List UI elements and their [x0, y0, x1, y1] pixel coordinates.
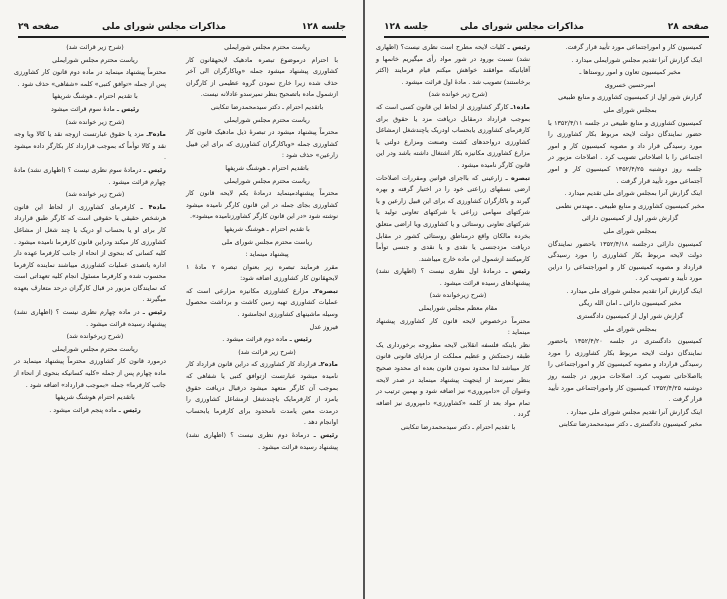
- right-page: [364, 0, 727, 599]
- paragraph: کمیسیون کار و اموراجتماعی مورد تأیید قرار گرفت.: [565, 43, 702, 51]
- column-right: [548, 42, 712, 432]
- paragraph: تبصره ـ زارعینی که بااجرای قوانین ومقررات اصلاحات ارضی نسقهای زراعتی خود را در اختیار گرفته و بهره گیرند و باکارگران کشاورزی که برای این قبیل زارعین و یا شرکتهای سهامی زراعی یا شرکتهای تعاونی تولید یا شرکتهای تعاونی روستائی و یا کشاورزی ویا اراضی متعلق بخرده مالکان واقع درمناطق روستائی کشور در مقابل دریافت مزدجنسی یا نقدی و یا نقدی و جنسی توأماً کارمیکنند ازشمول این ماده خارج میباشند.: [376, 173, 531, 263]
- speaker-label: تبصره ـ: [505, 173, 531, 182]
- paragraph: رئیس ـ ماده پنجم قرائت میشود .: [49, 405, 141, 414]
- header-title: مذاکرات مجلس شورای ملی: [459, 22, 584, 32]
- paragraph: (شرح زیر خوانده شد): [65, 190, 125, 199]
- paragraph: (شرح زیر خوانده شد): [428, 90, 488, 99]
- paragraph: محترماً درخصوص لایحه قانون کار کشاورزی پیشنهاد مینماید :: [376, 316, 530, 337]
- paragraph: با تقدیم احترام ـ هوشنگ شریفها: [224, 224, 310, 233]
- paragraph: ماده۴ ـ کارفرمای کشاورزی از لحاظ این قانون هرشخص حقیقی یا حقوقی است که کارگر طبق قرارداد کار برای او یا بحساب او دریک یا چند شغل از مشاغل کشاورزی کار میکند ودراین قانون کارفرما نامیده میشود . کلیه کسانی که بنحوی از انحاء از جانب کارفرما عهده دار اداره یاتصدی عملیات کشاورزی میباشند نماینده کارفرما محسوب شده و کارفرما مسئول انجام کلیه تعهداتی است که نمایندگان مزبور در قبال کارگران درحد متعارف بعهده میگیرند .: [14, 202, 166, 304]
- paragraph: پیشنهاد مینماید :: [245, 250, 289, 259]
- paragraph: بمجلس شورای ملی: [603, 105, 657, 114]
- speaker-label: ماده۴ ـ: [140, 202, 166, 211]
- speaker-label: رئیس ـ: [142, 308, 166, 317]
- paragraph: کمیسیون کشاورزی و منابع طبیعی در جلسه ۱۳۵۲/۴/۱۱ با حضور نمایندگان دولت لایحه مربوط بکار کشاورزی را مورد رسیدگی قرار داد و مصوبه کمیسیون کار و امور اجتماعی را با اصلاحاتی تصویب کرد . اصلاحات مزبور در جلسه روز دوشنبه ۱۳۵۲/۴/۲۵ کمیسیون کار و امور آجتماعی مورد تأیید قرار گرفت .: [548, 118, 702, 185]
- paragraph: مخبر کمیسیون کشاورزی و منابع طبیعی ـ مهندس نظمی: [555, 201, 705, 210]
- session-number: جلسه ۱۲۸: [301, 22, 346, 32]
- paragraph: با تقدیم احترام ـ هوشنگ شریفها: [52, 92, 138, 101]
- paragraph: درمورد قانون کار کشاورزی محترماً پیشنهاد مینماید در ماده چهارم پس از جمله «کلیه کسانیکه بنحوی از انحاء از جانب کارفرما» جمله «بموجب قرارداد» اضافه شود .: [14, 357, 166, 389]
- speaker-label: ماده۲ـ: [318, 360, 338, 369]
- speaker-label: رئیس ـ: [116, 104, 140, 113]
- paragraph: محترماً پیشنهاد میشود در تبصرهٔ ذیل مادهیک قانون کار کشاورزی جمله «وباکارگران کشاورزی که برای این قبیل زارعین» حذف شود :: [186, 128, 338, 160]
- paragraph: محترماً پیشنهاد مینماید در ماده دوم قانون کار کشاورزی پس از جمله «توافق کتبی» کلمه «شفاهی» حذف شود .: [14, 68, 166, 88]
- speaker-label: رئیس ـ: [118, 405, 141, 414]
- paragraph: بمجلس شورای ملی: [603, 324, 657, 333]
- paragraph: باتقدیم احترام ـ هوشنگ شریفها: [225, 163, 309, 172]
- paragraph: باتقدیم احترام هوشنگ شریفها: [55, 393, 135, 402]
- paragraph: مقرر فرمایند تبصره زیر بعنوان تبصره ۲ مادهٔ ۱ لایحهقانون کار کشاورزی اضافه شود:: [186, 262, 338, 283]
- paragraph: مقام معظم مجلس شورایملی: [418, 304, 498, 313]
- paragraph: ریاست محترم مجلس شورایملی: [224, 43, 310, 51]
- paragraph: (شرح زیرخوانده شد): [429, 291, 487, 300]
- paragraph: رئیس ـ ماده دوم قرائت میشود .: [222, 335, 312, 344]
- paragraph: گزارش شور اول از کمیسیون دادگستری: [576, 312, 684, 321]
- session-number: جلسه ۱۲۸: [384, 22, 429, 32]
- paragraph: کمیسیون دارائی درجلسه ۱۳۵۲/۴/۱۸ باحضور نمایندگان دولت لایحه مربوط بکار کشاورزی را مورد رسیدگی قرارداد و مصوبه کمیسیون کار و اموراجتماعی را دراین مورد تأیید و تصویب کرد .: [548, 239, 702, 283]
- paragraph: نظر باینکه فلسفه انقلابی لایحه مطروحه برخورداری یک طبقه زحمتکش و عظیم مملکت از مزایای قانونی قانون کار میباشد لذا محدود نمودن قانون بعده ای محدود صحیح بنظر نمیرسد از اینجهت پیشنهاد مینماید در صدر لایحه وعنوان آن «دامپروری» نیز اضافه شود و بهمین ترتیب در تمام مواد بعد از کلمه «کشاورزی» دامپروری نیز اضافه گردد .: [376, 340, 530, 419]
- paragraph: بمجلس شورای ملی: [603, 226, 657, 235]
- column-right: [186, 42, 348, 454]
- paragraph: ریاست محترم مجلس شورایملی: [52, 344, 138, 353]
- paragraph: ماده۳ـ مزد یا حقوق عبارتست ازوجه نقد یا کالا ویا وجه نقد و کالا توأماً که بموجب قرارداد کار بکارگر داده میشود .: [14, 130, 166, 162]
- paragraph: مخبر کمیسیون تعاون و امور روستاها ـ: [579, 68, 681, 77]
- paragraph: مخبر کمیسیون دادگستری ـ دکتر سیدمحمدرضا تنکابنی: [558, 420, 702, 429]
- paragraph: کمیسیون دادگستری در جلسه ۱۳۵۲/۴/۲۰ باحضور نمایندگان دولت لایحه مربوط بکار کشاورزی را مورد رسیدگی قرارداد و مصوبه کمیسیون کار و اموراجتماعی را بااصلاحاتی تصویب کرد. اصلاحات مزبور در جلسه روز دوشنبه ۱۳۵۲/۴/۲۵ کمیسیون کار واموراجتماعی مورد تأیید قرار گرفت .: [548, 337, 702, 404]
- paragraph: رئیس ـ درمادهٔ اول نظری نیست ؟ (اظهاری نشد) پیشنهادهای رسیده قرائت میشود .: [376, 267, 530, 287]
- paragraph: با احترام درموضوع تبصره مادهیک لایحهقانون کار کشاورزی پیشنهاد میشود جمله «ویاکارگران الی آخر حذف شده زیرا خارج نمودن گروه عظیمی از کارگران ازشمول ماده باتصحیح بنظر نمیرسدو عادلانه نیست.: [186, 55, 338, 99]
- page-header: [384, 20, 709, 36]
- speaker-label: رئیس ـ: [507, 43, 530, 51]
- paragraph: ماده۱ـ کارگر کشاورزی از لحاظ این قانون کسی است که بموجب قرارداد درمقابل دریافت مزد یا حقوق برای کارفرمای کشاورزی یابحساب اودریک یاچندشغل ازمشاغل کشاورزی درواحدهای کشت وصنعت ومزارع دولتی یا مزارع کشاورزی مکانیزه بکار اشتغال داشته باشد ودر این قانون کارگر نامیده میشود .: [376, 102, 530, 169]
- paragraph: محترماً پیشنهادمینماید درمادهٔ یکم لایحه قانون کار کشاورزی بجای جمله در این قانون کارگر نامیده میشود نوشته شود «در این قانون کارگر کشاورزنامیده میشود».: [186, 189, 338, 221]
- paragraph: مخبر کمیسیون دارائی ـ امان الله ریگی: [578, 299, 682, 308]
- speaker-label: ماده۱ـ: [510, 102, 530, 111]
- paragraph: باتقدیم احترام ـ دکتر سیدمحمدرضا تنکابنی: [210, 102, 324, 111]
- page-number: صفحه ۲۹: [18, 22, 60, 32]
- paragraph: ریاست محترم مجلس شورایملی: [52, 55, 138, 64]
- paragraph: (شرح زیر قرائت شد): [66, 43, 124, 51]
- paragraph: اینک گزارش آنرا تقدیم مجلس شورای ملی میدارد .: [566, 286, 702, 295]
- speaker-label: تبصره۲ـ: [312, 286, 338, 295]
- paragraph: ریاست محترم مجلس شورایملی: [224, 115, 310, 124]
- speaker-label: ماده۳ـ: [146, 130, 166, 139]
- paragraph: فیروز عدل: [309, 322, 338, 331]
- speaker-label: رئیس ـ: [505, 267, 530, 276]
- paragraph: ریاست محترم مجلس شورایملی: [224, 176, 310, 185]
- paragraph: (شرح زیر خوانده شد): [65, 117, 125, 126]
- paragraph: رئیس ـ مادهٔ سوم قرائت میشود: [50, 104, 140, 113]
- speaker-label: رئیس ـ: [289, 335, 312, 344]
- page-number: صفحه ۲۸: [667, 22, 709, 32]
- header-rule: [18, 36, 346, 38]
- paragraph: تبصره۲ـ مزارع کشاورزی مکانیزه مزارعی است که عملیات کشاورزی تهیه زمین کاشت و برداشت محصول وسیله ماشینهای کشاورزی انجامشود .: [186, 286, 338, 319]
- paragraph: رئیس ـ درمادهٔ دوم نظری نیست ؟ (اظهاری نشد) پیشنهاد رسیده قرائت میشود .: [186, 431, 338, 451]
- paragraph: اینک گزارش آنرا تقدیم مجلس شورای ملی میدارد .: [566, 407, 702, 416]
- paragraph: گزارش شور اول از کمیسیون کشاورزی و منابع طبیعی: [558, 93, 702, 102]
- paragraph: امیرحسین خسروی: [604, 80, 656, 89]
- paragraph: رئیس ـ کلیات لایحه مطرح است نظری نیست؟ (اظهاری نشد) نسبت بورود در شور مواد رأی میگیریم خانمها و آقایانیکه موافقند خواهش میکنم قیام فرمایند (اکثر برخاستند) تصویب شد . مادهٔ اول قرائت میشود .: [376, 43, 530, 86]
- paragraph: (شرح زیرخوانده شد): [66, 332, 124, 341]
- speaker-label: رئیس ـ: [143, 165, 166, 174]
- paragraph: (شرح زیر قرائت شد): [238, 347, 296, 356]
- header-title: مذاکرات مجلس شورای ملی: [101, 22, 226, 32]
- paragraph: ریاست محترم مجلس شورای ملی: [221, 237, 313, 246]
- paragraph: گزارش شور اول از کمیسیون دارائی: [581, 214, 679, 223]
- paragraph: رئیس ـ درمادهٔ سوم نظری نیست ؟ (اظهاری نشد) مادهٔ چهارم قرائت میشود .: [14, 165, 166, 186]
- page-fold: [363, 0, 365, 599]
- column-left: [14, 42, 176, 417]
- paragraph: اینک گزارش آنرا تقدیم مجلس شورایملی میدارد .: [571, 55, 702, 64]
- paragraph: اینک گزارش آنرا بمجلس شورای ملی تقدیم میدارد .: [564, 189, 702, 198]
- page-header: [18, 20, 346, 36]
- speaker-label: رئیس ـ: [313, 431, 338, 439]
- column-left: [376, 42, 540, 435]
- paragraph: ماده۲ـ قرارداد کار کشاورزی که دراین قانون قرارداد کار نامیده میشود عبارتست ازتوافق کتبی یا شفاهی که بموجب آن کارگر متعهد میشود درقبال دریافت حقوق یامزد از کارفرمایک یاچندشغل ازمشاغل کشاورزی را درمدت معین یامدت نامحدود برای کارفرما یابحساب اوانجام دهد .: [186, 360, 338, 427]
- paragraph: رئیس ـ در ماده چهارم نظری نیست ؟ (اظهاری نشد) پیشنهاد رسیده قرائت میشود .: [14, 308, 166, 328]
- paragraph: با تقدیم احترام ـ دکتر سیدمحمدرضا تنکابنی: [400, 423, 516, 431]
- header-rule: [384, 36, 709, 38]
